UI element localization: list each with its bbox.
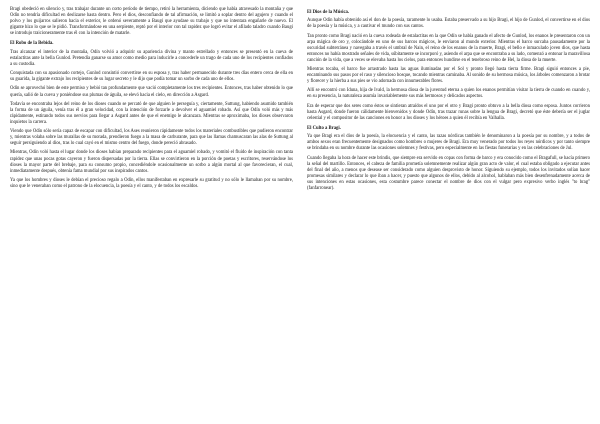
paragraph: Cuando llegaba la hora de hacer este brindis, que siempre era servido en copas con forma de barco y era conocido como el Bragafull, se hacía primero la señal del martillo. Entonces, el cabeza de familia prometía solemnemente realizar algún gran acto de valor, el cual estaba obligado a ejecutar antes del final del año, a menos que desease ser considerado como alguien desprovisto de honor. Siguiendo su ejemplo, todos los invitados solían hacer promesas similares y declarar lo que iban a hacer, y puesto que algunos de ellos, debido al alcohol, hablaban más bien desenfrenadamente acerca de sus intenciones en estas ocasiones, esta costumbre parece conectar el nombre de dios con el vulgar pero expresivo verbo inglés "to brag" (fanfarronear). — [307, 155, 590, 191]
paragraph: Mientras tocaba, el barco fue arrastrado hasta las aguas iluminadas por el Sol y pronto llegó hasta tierra firme. Bragi siguió entonces a pie, encaminando sus pasos por el raso y silencioso bosque, tocando mientras caminaba. Al sonido de su hermosa música, los árboles comenzaron a brotar y florecer y la hierba a sus pies se vio adornada con innumerables flores. — [307, 66, 590, 85]
paragraph: Tras alcanzar el interior de la montaña, Odín volvió a adquirir su apariencia divina y manto estrellado y entonces se presentó en la cueva de estalactitas ante la bella Gunlod. Pretendía ganarse su amor como medio para inducirle a concederle un trago de cada uno de los recipientes confiados a su custodia. — [10, 49, 293, 67]
paragraph: Ya que Bragi era el dios de la poesía, la elocuencia y el canto, las razas nórdicas también le denominaron a la poesía por su nombre, y a todos de ambos sexos eran frecuentemente designados como hombres o mujeres de Bragi. Era muy venerado por todos los reyes nórdicos y por tanto siempre se brindaba en su nombre durante las ocasiones solemnes y festivas, pero especialmente en las fiestas funerarias y en las celebraciones de Jul. — [307, 134, 590, 152]
section-heading: El Culto a Bragi. — [307, 125, 341, 131]
paragraph: Mientras, Odín voló hasta el lugar donde los dioses habían preparado recipientes para el aguamiel robado, y vomitó el fluido de inspiración con tanta rapidez que unas pocas gotas cayeron y fueron dispersadas por la tierra. Ellas se convirtieron en la porción de poetas y escritores, reservándose los dioses la mayor parte del brebaje, para su consumo propio, concediéndole ocasionalmente un sorbo a algún mortal al que favorecieran, el cual, inmediatamente después, obtenía fama mundial por sus inspirados cantos. — [10, 150, 293, 174]
paragraph: Ya que los hombres y dioses le debían el precioso regalo a Odín, ellos manifestaban en expresarle su gratitud y no sólo le llamaban por su nombre, sino que le veneraban como el patrono de la elocuencia, la poesía y el canto, y de todos los escaldos. — [10, 177, 293, 189]
paragraph: Bragi obedeció en silencio y, tras trabajar durante un corto período de tiempo, retiró la herramienta, diciendo que había atravesado la montaña y que Odín no tendría dificultad en deslizarse hasta dentro. Pero el dios, desconfiando de tal afirmación, se limitó a soplar dentro del agujero y cuando el polvo y los guijarros salieron hacia el exterior, le ordenó severamente a Baugi que ayudase su trabajo y que no intentara engañarle de nuevo. El gigante hizo lo que se le pidió. Transformándose en una serpiente, reptó por el interior con tal rapidez que logró evitar el afilado taladro cuando Baugi se introdujo traicioneramente tras él con la intención de matarle. — [10, 7, 293, 37]
paragraph: Odín se aprovechó bien de este permiso y bebió tan profundamente que vació completamente los tres recipientes. Entonces, tras haber obtenido lo que quería, salió de la cueva y poniéndose sus plumas de águila, se elevó hacia el cielo, en dirección a Asgard. — [10, 86, 293, 98]
paragraph: Allí se encontró con Iduna, hija de Ivald, la hermosa diosa de la juventud eterna a quien los enanos permitían visitar la tierra de cuando en cuando y, en su presencia, la naturaleza asumía invariablemente sus más hermosos y delicados aspectos. — [307, 88, 590, 100]
left-column — [10, 7, 293, 420]
section-heading: El Dios de la Música. — [307, 9, 350, 15]
paragraph: Todavía se encontraba lejos del reino de los dioses cuando se percató de que alguien le perseguía y, ciertamente, Suttung, habiendo asumido también la forma de un águila, venía tras él a gran velocidad, con la intención de forzarle a devolver el aguamiel robado. Así que Odín voló más y más rápidamente, estirando todos sus nervios para llegar a Asgard antes de que el enemigo le alcanzara. Mientras se aproximaba, los dioses observaron inquietos la carrera. — [10, 101, 293, 125]
paragraph: Tan pronto como Bragi nació en la cueva rodeada de estalactitas en la que Odín se había ganado el afecto de Gunlod, los enanos le presentaron con un arpa mágica de oro y, colocándole en uno de sus barcos mágicos, le enviaron al mundo exterior. Mientras el barco surcaba pausadamente por la oscuridad subterránea y navegaba a través el umbral de Nain, el reino de los enanos de la muerte, Bragi, el bello e inmaculado joven dios, que hasta entonces no había mostrado señales de vida, súbitamente se incorporó y, asiendo el arpa que se encontraba a su lado, comenzó a entonar la maravillosa canción de la vida, que a veces se elevaba hasta los cielos, para entonces hundirse en el tenebroso reino de Hel, la diosa de la muerte. — [307, 33, 590, 63]
section-heading: El Robo de la Bebida. — [10, 41, 54, 47]
right-column — [307, 7, 590, 420]
paragraph: Conquistada con su apasionado cortejo, Gunlod consintió convertirse en su esposa y, tras haber permanecido durante tres días entero cerca de ella en su guarida, la gigante extrajo los recipientes de su lugar secreto y le dijo que podía tomar un sorbo de cada uno de ellos. — [10, 71, 293, 83]
paragraph: Aunque Odín había obtenido así el don de la poesía, raramente lo usaba. Estaba preservado a su hijo Bragi, el hijo de Gunlod, el convertirse en el dios de la poesía y la música, y a cautivar el mundo con sus cantos. — [307, 18, 590, 30]
paragraph: Viendo que Odín sólo sería capaz de escapar con dificultad, los Ases reunieron rápidamente todos los materiales combustibles que pudieron encontrar y, mientras volaba sobre las murallas de su morada, prendieron fuego a la masa de carburante, para que las llamas chamuscaran las alas de Suttung al seguir persiguiendo al dios, tras lo cual cayó en el mismo centro del fuego, donde pereció abrasado. — [10, 129, 293, 147]
paragraph: Era de esperar que dos seres como éstos se sintieran atraídos el uno por el otro y Bragi pronto obtuvo a la bella diosa como esposa. Juntos corrieron hasta Asgard, donde fueron cálidamente bienvenidos y donde Odín, tras trazar runas sobre la lengua de Bragi, decretó que éste debería ser el juglar celestial y el compositor de las canciones en honor a los dioses y los héroes a quien él recibía en Valhalla. — [307, 103, 590, 121]
